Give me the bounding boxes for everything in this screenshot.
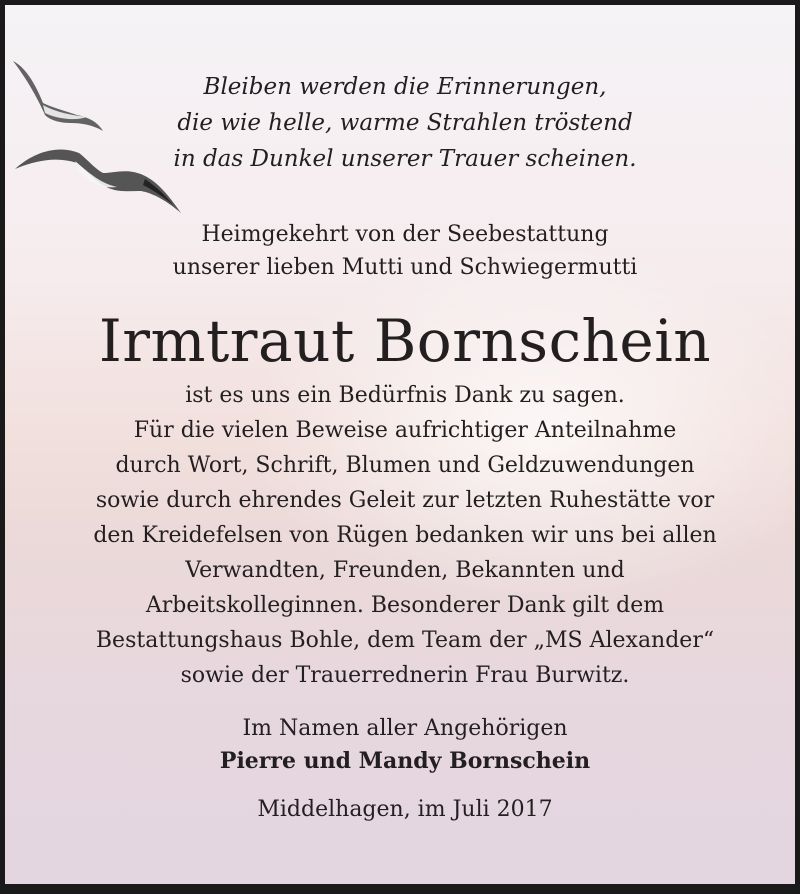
thanks-line: sowie der Trauerrednerin Frau Burwitz. <box>180 663 630 688</box>
thanks-line: sowie durch ehrendes Geleit zur letzten Ruhestätte vor <box>95 488 715 513</box>
verse-line: Bleiben werden die Erinnerungen, <box>203 74 607 100</box>
verse-line: die wie helle, warme Strahlen tröstend <box>177 110 633 136</box>
signature-block <box>5 712 795 778</box>
intro-text <box>5 218 795 284</box>
thanks-line: durch Wort, Schrift, Blumen und Geldzuwendungen <box>115 453 695 478</box>
place-date: Middelhagen, im Juli 2017 <box>257 797 553 822</box>
thanks-line: ist es uns ein Bedürfnis Dank zu sagen. <box>185 383 625 408</box>
memorial-verse <box>5 69 795 177</box>
intro-line: unserer lieben Mutti und Schwiegermutti <box>172 255 638 280</box>
signature-names: Pierre und Mandy Bornschein <box>219 748 591 774</box>
deceased-name: Irmtraut Bornschein <box>98 307 712 375</box>
signature-line: Im Namen aller Angehörigen <box>242 716 568 741</box>
obituary-card <box>5 5 795 884</box>
verse-line: in das Dunkel unserer Trauer scheinen. <box>173 146 637 172</box>
thanks-text <box>5 378 795 693</box>
intro-line: Heimgekehrt von der Seebestattung <box>201 222 609 247</box>
thanks-line: Arbeitskolleginnen. Besonderer Dank gilt dem <box>145 593 665 618</box>
thanks-line: den Kreidefelsen von Rügen bedanken wir uns bei allen <box>93 523 717 548</box>
thanks-line: Bestattungshaus Bohle, dem Team der „MS Alexander“ <box>95 628 715 653</box>
thanks-line: Für die vielen Beweise aufrichtiger Anteilnahme <box>133 418 677 443</box>
thanks-line: Verwandten, Freunden, Bekannten und <box>185 558 625 583</box>
